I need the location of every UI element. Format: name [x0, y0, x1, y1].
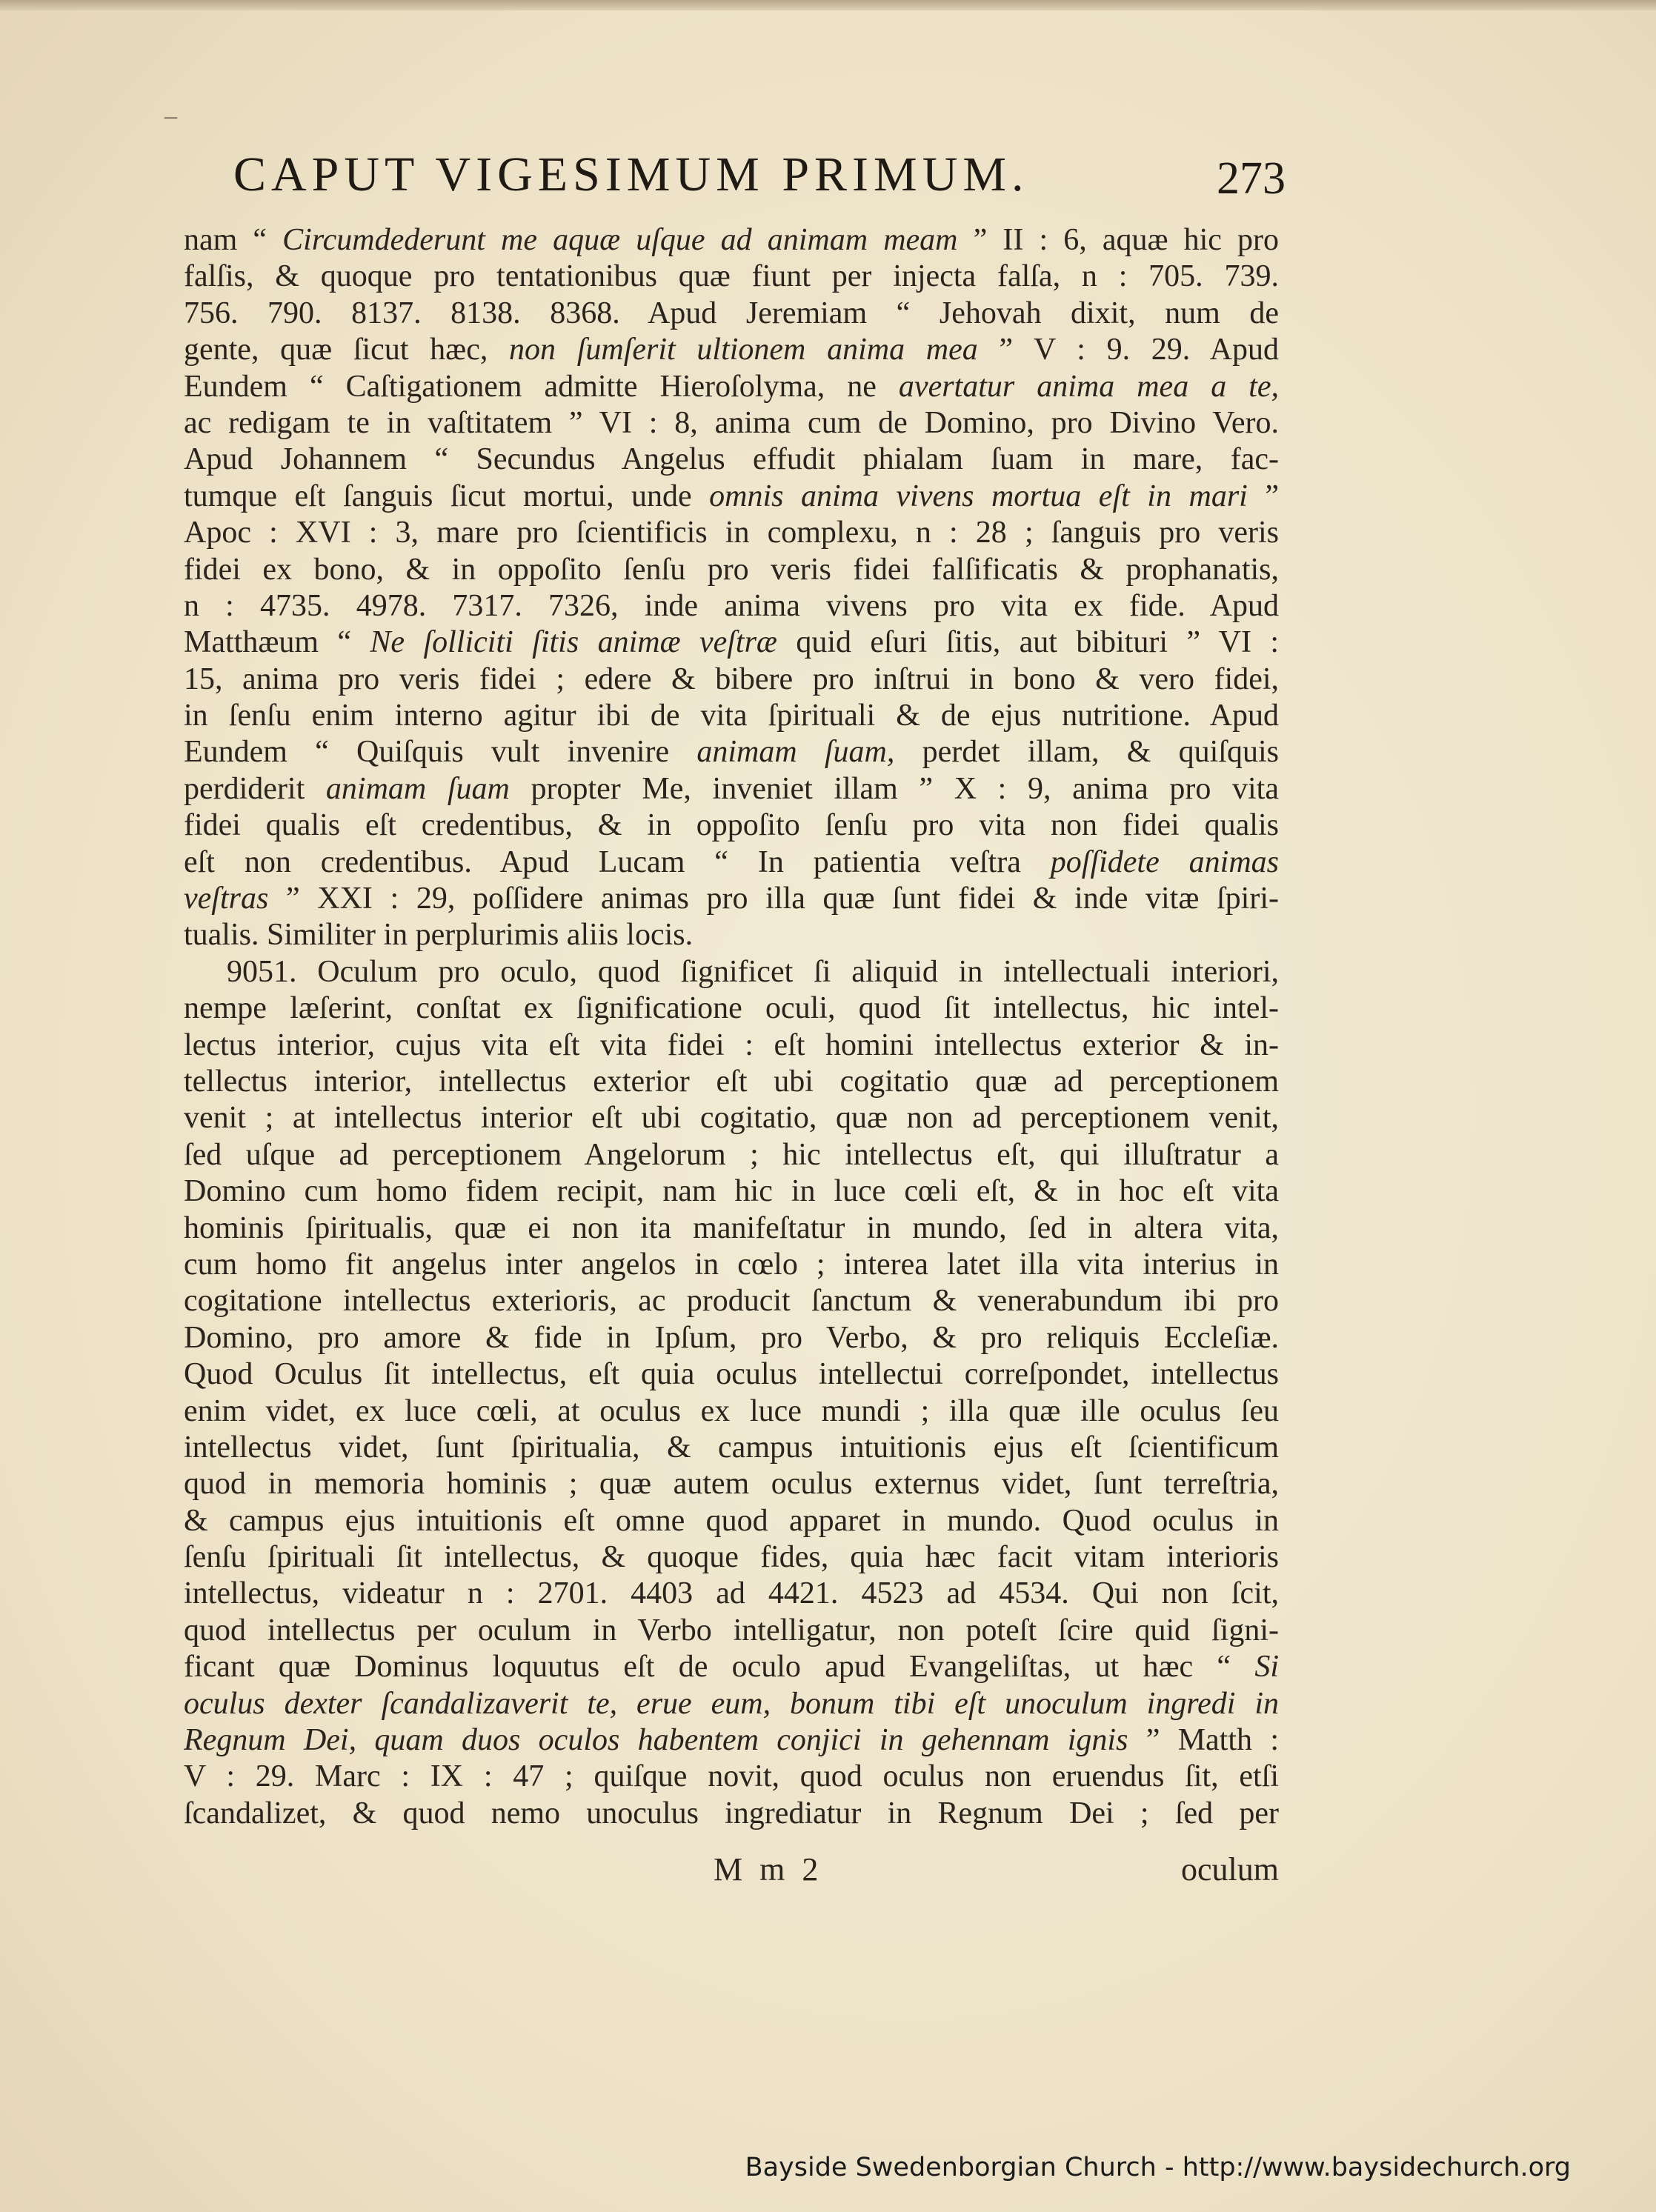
text-run: ” II : 6, aquæ hic pro	[957, 223, 1279, 257]
text-run: 9051. Oculum pro oculo, quod ſignificet ſi aliquid in intellectuali interiori,	[227, 954, 1279, 989]
text-line	[184, 1466, 1279, 1502]
text-run: fidei ex bono, & in oppoſito ſenſu pro veris fidei falſificatis & prophanatis,	[184, 552, 1279, 587]
text-run: V : 29. Marc : IX : 47 ; quiſque novit, quod oculus non eruendus ſit, etſi	[184, 1759, 1279, 1794]
text-line	[184, 1430, 1279, 1466]
text-line	[184, 332, 1279, 368]
text-line	[184, 1027, 1279, 1064]
text-line	[184, 807, 1279, 844]
text-run: Apoc : XVI : 3, mare pro ſcientificis in complexu, n : 28 ; ſanguis pro veris	[184, 516, 1279, 550]
text-line	[184, 259, 1279, 295]
text-line	[184, 1722, 1279, 1759]
text-line	[184, 1759, 1279, 1795]
text-line	[184, 1613, 1279, 1649]
text-run: nam “	[184, 223, 283, 257]
italic-text: Regnum Dei, quam duos oculos habentem conjici in gehennam ignis	[184, 1723, 1128, 1758]
text-run: venit ; at intellectus interior eſt ubi cogitatio, quæ non ad perceptionem venit,	[184, 1101, 1279, 1136]
italic-text: animam ſuam,	[696, 735, 895, 770]
text-line	[184, 1320, 1279, 1356]
footer-line	[184, 1850, 1279, 1889]
text-run: Apud Johannem “ Secundus Angelus effudit phialam ſuam in mare, fac-	[184, 442, 1279, 477]
text-run: propter Me, inveniet illam ” X : 9, anima pro vita	[509, 771, 1279, 806]
text-run: enim videt, ex luce cœli, at oculus ex luce mundi ; illa quæ ille oculus ſeu	[184, 1393, 1279, 1428]
italic-text: animam ſuam	[325, 771, 510, 806]
italic-text: Si	[1254, 1650, 1279, 1685]
text-line	[184, 1210, 1279, 1247]
text-line	[184, 917, 1279, 953]
text-line	[184, 954, 1279, 990]
page-top-edge	[0, 0, 1656, 10]
text-line	[184, 442, 1279, 478]
website-watermark: Bayside Swedenborgian Church - http://www.baysidechurch.org	[745, 2153, 1571, 2182]
text-line	[184, 698, 1279, 734]
text-line	[184, 662, 1279, 698]
text-run: Domino cum homo fidem recipit, nam hic in luce cœli eſt, & in hoc eſt vita	[184, 1174, 1279, 1209]
text-line	[184, 296, 1279, 332]
text-run: Eundem “ Quiſquis vult invenire	[184, 735, 697, 770]
text-run: tellectus interior, intellectus exterior eſt ubi cogitatio quæ ad perceptionem	[184, 1064, 1279, 1099]
text-run: Domino, pro amore & fide in Ipſum, pro Verbo, & pro reliquis Eccleſiæ.	[184, 1320, 1279, 1355]
text-line	[184, 515, 1279, 551]
italic-text: oculus dexter ſcandalizaverit te, erue eum, bonum tibi eſt unoculum ingredi in	[184, 1686, 1279, 1721]
text-line	[184, 405, 1279, 442]
text-run: tualis. Similiter in perplurimis aliis locis.	[184, 918, 694, 953]
text-run: in ſenſu enim interno agitur ibi de vita ſpirituali & de ejus nutritione. Apud	[184, 699, 1279, 733]
italic-text: avertatur anima mea a te,	[898, 369, 1279, 404]
running-title: CAPUT VIGESIMUM PRIMUM.	[233, 147, 1029, 201]
text-line	[184, 881, 1279, 917]
text-run: perdiderit	[184, 771, 326, 806]
text-line	[184, 624, 1279, 661]
text-run: Quod Oculus ſit intellectus, eſt quia oculus intellectui correſpondet, intellectus	[184, 1357, 1279, 1392]
catchword: oculum	[1181, 1851, 1279, 1888]
text-line	[184, 1393, 1279, 1430]
text-line	[184, 1649, 1279, 1685]
body-text	[184, 222, 1279, 1832]
text-run: gente, quæ ſicut hæc,	[184, 333, 510, 367]
signature-mark: M m 2	[714, 1851, 823, 1888]
text-line	[184, 1503, 1279, 1539]
text-line	[184, 479, 1279, 515]
text-line	[184, 1686, 1279, 1722]
text-run: quod in memoria hominis ; quæ autem oculus externus videt, ſunt terreſtria,	[184, 1467, 1279, 1502]
text-run: quod intellectus per oculum in Verbo intelligatur, non poteſt ſcire quid ſigni-	[184, 1613, 1279, 1648]
text-line	[184, 1539, 1279, 1576]
text-run: ac redigam te in vaſtitatem ” VI : 8, anima cum de Domino, pro Divino Vero.	[184, 405, 1279, 440]
text-run: Eundem “ Caſtigationem admitte Hieroſolyma, ne	[184, 369, 899, 404]
italic-text: non ſumſerit ultionem anima mea	[509, 333, 978, 367]
text-run: ” Matth :	[1128, 1723, 1279, 1758]
running-head	[233, 147, 1286, 213]
text-run: cum homo fit angelus inter angelos in cœlo ; interea latet illa vita interius in	[184, 1247, 1279, 1282]
italic-text: Ne ſolliciti ſitis animæ veſtræ	[370, 625, 777, 660]
text-line	[184, 734, 1279, 770]
text-run: falſis, & quoque pro tentationibus quæ fiunt per injecta falſa, n : 705. 739.	[184, 259, 1279, 294]
text-run: & campus ejus intuitionis eſt omne quod apparet in mundo. Quod oculus in	[184, 1503, 1279, 1538]
page-number: 273	[1217, 153, 1286, 204]
text-run: ficant quæ Dominus loquutus eſt de oculo apud Evangeliſtas, ut hæc “	[184, 1650, 1255, 1685]
text-run: 15, anima pro veris fidei ; edere & bibere pro inſtrui in bono & vero fidei,	[184, 662, 1279, 696]
text-line	[184, 222, 1279, 259]
text-run: intellectus videt, ſunt ſpiritualia, & campus intuitionis ejus eſt ſcientificum	[184, 1430, 1279, 1465]
text-line	[184, 1356, 1279, 1393]
text-line	[184, 1064, 1279, 1100]
text-line	[184, 1173, 1279, 1210]
italic-text: veſtras	[184, 882, 269, 916]
text-run: quid eſuri ſitis, aut bibituri ” VI :	[777, 625, 1279, 660]
text-run: tumque eſt ſanguis ſicut mortui, unde	[184, 479, 710, 513]
text-run: 756. 790. 8137. 8138. 8368. Apud Jeremiam “ Jehovah dixit, num de	[184, 296, 1279, 330]
text-line	[184, 1576, 1279, 1612]
text-run: Matthæum “	[184, 625, 370, 660]
text-line	[184, 771, 1279, 807]
text-run: n : 4735. 4978. 7317. 7326, inde anima vivens pro vita ex fide. Apud	[184, 588, 1279, 623]
text-line	[184, 1137, 1279, 1173]
text-line	[184, 369, 1279, 405]
text-run: fidei qualis eſt credentibus, & in oppoſito ſenſu pro vita non fidei qualis	[184, 808, 1279, 843]
text-run: perdet illam, & quiſquis	[894, 735, 1279, 770]
text-line	[184, 845, 1279, 881]
text-run: nempe læſerint, conſtat ex ſignificatione oculi, quod ſit intellectus, hic intel-	[184, 991, 1279, 1026]
text-run: ſenſu ſpirituali ſit intellectus, & quoque fides, quia hæc facit vitam interioris	[184, 1540, 1279, 1575]
italic-text: omnis anima vivens mortua eſt in mari	[709, 479, 1248, 513]
text-run: intellectus, videatur n : 2701. 4403 ad 4421. 4523 ad 4534. Qui non ſcit,	[184, 1576, 1279, 1611]
text-run: ”	[1247, 479, 1279, 513]
italic-text: Circumdederunt me aquæ uſque ad animam meam	[282, 223, 958, 257]
text-line	[184, 588, 1279, 624]
text-run: lectus interior, cujus vita eſt vita fidei : eſt homini intellectus exterior & in-	[184, 1027, 1279, 1062]
text-line	[184, 1283, 1279, 1319]
text-line	[184, 1247, 1279, 1283]
fold-mark: –	[164, 102, 177, 130]
text-run: ” V : 9. 29. Apud	[977, 333, 1279, 367]
text-run: eſt non credentibus. Apud Lucam “ In patientia veſtra	[184, 845, 1051, 879]
text-line	[184, 990, 1279, 1027]
text-run: cogitatione intellectus exterioris, ac producit ſanctum & venerabundum ibi pro	[184, 1284, 1279, 1319]
text-line	[184, 1100, 1279, 1136]
italic-text: poſſidete animas	[1050, 845, 1279, 879]
text-run: hominis ſpiritualis, quæ ei non ita manifeſtatur in mundo, ſed in altera vita,	[184, 1210, 1279, 1245]
text-run: ” XXI : 29, poſſidere animas pro illa quæ ſunt fidei & inde vitæ ſpiri-	[268, 882, 1279, 916]
text-run: ſed uſque ad perceptionem Angelorum ; hic intellectus eſt, qui illuſtratur a	[184, 1137, 1279, 1172]
text-run: ſcandalizet, & quod nemo unoculus ingrediatur in Regnum Dei ; ſed per	[184, 1796, 1279, 1830]
text-line	[184, 1796, 1279, 1832]
text-line	[184, 552, 1279, 588]
